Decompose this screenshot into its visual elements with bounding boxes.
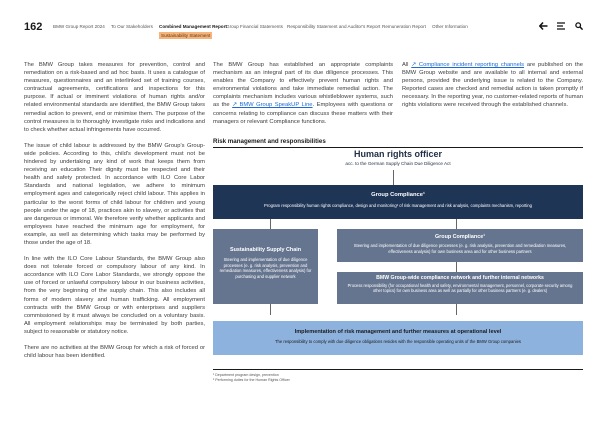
- nav-responsibility-statement[interactable]: Responsibility Statement and Auditor's Report: [287, 24, 381, 29]
- human-rights-officer-title: Human rights officer: [353, 149, 442, 159]
- connector-line: [270, 304, 271, 315]
- compliance-network-box: [337, 272, 583, 304]
- connector-line: [456, 304, 457, 315]
- paragraph-prevention: The BMW Group takes measures for prevention, control and remediation on a risk-based and ad hoc basis. It uses a catalogue of measures, questionnaires and an interlinked set of training courses, contractual agreements, certifications and inspections for this purpose. If actual or imminent violations of human rights and/or related environmental standards are identified, the BMW Group takes remedial action to prevent, end or minimise them. The purpose of the control measures is to thoroughly investigate risks and indications and to check whether actual infringements have occurred.: [24, 62, 205, 133]
- search-icon[interactable]: [574, 21, 584, 31]
- speakup-line-link[interactable]: ↗ BMW Group SpeakUP Line: [232, 102, 313, 109]
- footnote-1: ¹ Department program design, prevention: [213, 373, 279, 377]
- group-compliance-right-title: Group Compliance¹: [434, 234, 486, 240]
- nav-other-information[interactable]: Other Information: [432, 24, 468, 29]
- human-rights-officer-subtitle: acc. to the German Supply Chain Due Diligence Act: [345, 161, 451, 166]
- compliance-network-text: Process responsibility (for occupational health and safety, environmental management, personnel, corporate security among other topics) for own business area as well as partially for other business partners (e. g. dealers): [347, 283, 573, 294]
- nav-group-financial-statements[interactable]: Group Financial Statements: [226, 24, 283, 29]
- toolbar-icons: [538, 21, 584, 31]
- group-compliance-title: Group Compliance¹: [371, 192, 425, 198]
- paragraph-child-labour: The issue of child labour is addressed by the BMW Group's Group-wide policies. According to this, child's development must not be hindered by undertaking any kind of work that keeps them from receiving an education Their dignity must be respected and their health and safety protected. In accordance with ILO Core Labor Standards and national legislation, we adhere to minimum employment ages and categorically reject child labour. This applies in particular to the worst forms of child labour for children and young people under the age of 18, practices akin to slavery, or activities that are dangerous or immoral. We therefore verify whether applicants and employees have reached the minimum age for employment, for example, as well as determining which tasks may be performed by those under the age of 18.: [24, 142, 205, 246]
- paragraph-no-risk: There are no activities at the BMW Group for which a risk of forced or child labour has been identified.: [24, 345, 205, 360]
- group-compliance-box: [213, 185, 583, 219]
- operational-level-box: [213, 321, 583, 355]
- paragraph-forced-labour: In line with the ILO Core Labour Standards, the BMW Group also does not tolerate forced or compulsory labour of any kind. In accordance with ILO Core Labor Standards, we strongly oppose the use of forced or unlawful compulsory labour in our business activities, from the very beginning of the supply chain. This also includes all forms of modern slavery and human trafficking. All employment contracts with the BMW Group or with enterprises and suppliers commissioned by it must always be concluded on a voluntary basis. All employment relationships may be terminated by both parties, subject to reasonable or statutory notice.: [24, 256, 205, 335]
- operational-level-text: The responsibility to comply with due diligence obligations resides with the responsible operating units of the BMW Group companies: [274, 339, 522, 344]
- compliance-network-title: BMW Group-wide compliance network and further internal networks: [376, 275, 544, 281]
- sustainability-supply-chain-box: [213, 229, 318, 304]
- complaints-text-continued: . Employees with questions or concerns relating to compliance can discuss these matters with their managers or relevant Compliance functions.: [213, 102, 393, 125]
- middle-text-column: [213, 61, 393, 134]
- right-text-column: [402, 61, 583, 118]
- complaints-text: The BMW Group has established an appropriate complaints mechanism as an integral part of its due diligence processes. This enables the Company to effectively prevent human rights and environmental violations and take immediate remedial action. The complaints mechanism includes various whistleblower systems, such as the: [213, 62, 393, 109]
- nav-bmw-group-report[interactable]: BMW Group Report 2024: [53, 24, 105, 29]
- nav-remuneration-report[interactable]: Remuneration Report: [382, 24, 426, 29]
- operational-level-title: Implementation of risk management and further measures at operational level: [294, 329, 502, 335]
- connector-line: [270, 219, 271, 229]
- group-compliance-right-text: Steering and implementation of due diligence processes (e. g. risk analysis, prevention and remediation measures, effectiveness analysis) for own business area and for other business partners: [353, 243, 567, 254]
- reporting-text: All: [402, 62, 412, 68]
- back-arrow-icon[interactable]: [538, 21, 548, 31]
- connector-line: [393, 170, 394, 185]
- supply-chain-text: Steering and implementation of due diligence processes (e. g. risk analysis, prevention and remediation measures, effectiveness analysis) for purchasing and supplier network: [219, 257, 312, 279]
- footnote-2: ² Performing duties for the Human Rights Officer: [213, 378, 290, 382]
- nav-to-our-stakeholders[interactable]: To Our Stakeholders: [111, 24, 153, 29]
- compliance-reporting-channels-link[interactable]: ↗ Compliance incident reporting channels: [411, 62, 525, 68]
- group-compliance-text: Program responsibility human rights compliance, design and monitoring² of risk management and risk analysis, complaints mechanism, reporting: [264, 203, 532, 208]
- page-number: 162: [24, 21, 43, 33]
- left-text-column: [24, 61, 205, 368]
- subnav-sustainability-statement[interactable]: Sustainability Statement: [161, 33, 211, 38]
- nav-combined-management-report[interactable]: Combined Management Report: [159, 24, 227, 29]
- menu-icon[interactable]: [556, 21, 566, 31]
- section-title: Risk management and responsibilities: [213, 138, 583, 148]
- top-navigation-bar: [0, 0, 600, 50]
- connector-line: [456, 262, 457, 272]
- footnote-divider: [213, 369, 583, 370]
- supply-chain-title: Sustainability Supply Chain: [230, 247, 301, 253]
- connector-line: [456, 219, 457, 229]
- reporting-text-continued: are published on the BMW Group website and are available to all internal and external persons, provided the underlying issue is related to the Company. Reported cases are checked and remedial action is taken promptly if necessary. In the reporting year, no customer-related reports of human rights violations were received through the established channels.: [402, 62, 583, 109]
- group-compliance-right-box: [337, 229, 583, 262]
